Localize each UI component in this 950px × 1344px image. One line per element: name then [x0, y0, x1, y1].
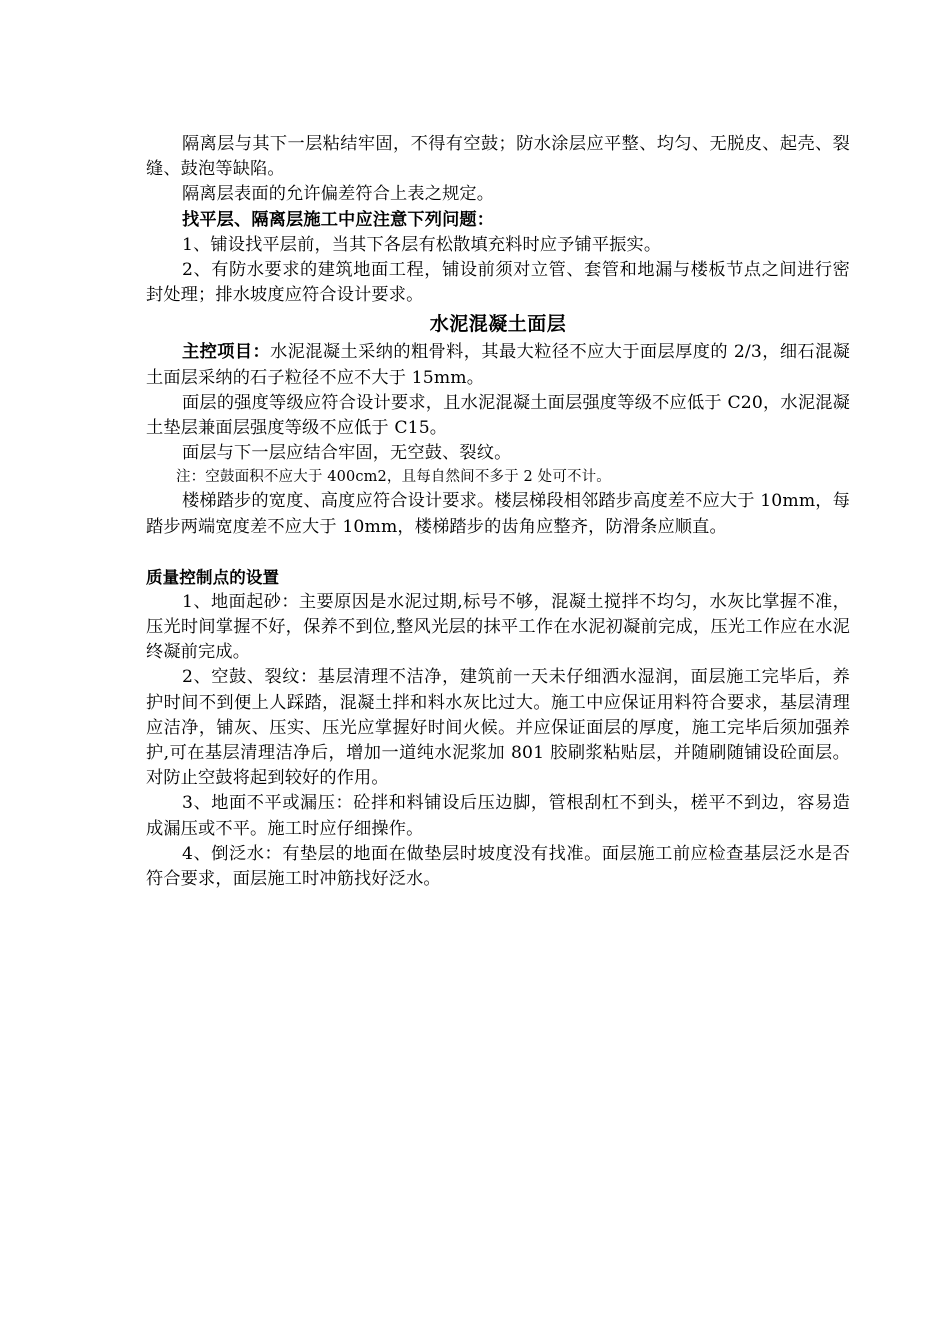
paragraph-main-control	[146, 340, 850, 390]
paragraph-stairs: 楼梯踏步的宽度、高度应符合设计要求。楼层梯段相邻踏步高度差不应大于 10mm，每踏步两端宽度差不应大于 10mm，楼梯踏步的齿角应整齐，防滑条应顺直。	[146, 491, 850, 537]
paragraph-strength-grade: 面层的强度等级应符合设计要求，且水泥混凝土面层强度等级不应低于 C20，水泥混凝土垫层兼面层强度等级不应低于 C15。	[146, 392, 850, 439]
list-item-quality-1: 1、地面起砂：主要原因是水泥过期,标号不够，混凝土搅拌不均匀，水灰比掌握不准，压光时间掌握不好，保养不到位,整风光层的抹平工作在水泥初凝前完成，压光工作应在水泥终凝前完成。	[146, 591, 850, 663]
section-title-cement-concrete: 水泥混凝土面层	[429, 313, 567, 336]
heading-quality-control-points: 质量控制点的设置	[146, 567, 280, 587]
list-item-quality-4: 4、倒泛水：有垫层的地面在做垫层时坡度没有找准。面层施工前应检查基层泛水是否符合要求，面层施工时冲筋找好泛水。	[146, 843, 850, 890]
paragraph-isolation-deviation: 隔离层表面的允许偏差符合上表之规定。	[182, 184, 495, 205]
list-item-quality-2: 2、空鼓、裂纹：基层清理不洁净，建筑前一天未仔细洒水湿润，面层施工完毕后，养护时间不到便上人踩踏，混凝土拌和料水灰比过大。施工中应保证用料符合要求，基层清理应洁净，铺灰、压实、压光应掌握好时间火候。并应保证面层的厚度，施工完毕后须加强养护,可在基层清理洁净后，增加一道纯水泥浆加 801 胶刷浆粘贴层，并随刷随铺设砼面层。对防止空鼓将起到较好的作用。	[146, 667, 850, 789]
list-item-leveling-2: 2、有防水要求的建筑地面工程，铺设前须对立管、套管和地漏与楼板节点之间进行密封处理；排水坡度应符合设计要求。	[146, 260, 850, 306]
paragraph-bond-requirement: 面层与下一层应结合牢固，无空鼓、裂纹。	[182, 443, 512, 464]
note-hollow-area: 注：空鼓面积不应大于 400cm2，且每自然间不多于 2 处可不计。	[176, 469, 611, 486]
main-control-text: 水泥混凝土采纳的粗骨料，其最大粒径不应大于面层厚度的 2/3，细石混凝土面层采纳的石子粒径不应不大于 15mm。	[146, 342, 850, 388]
list-item-leveling-1: 1、铺设找平层前，当其下各层有松散填充料时应予铺平振实。	[182, 234, 662, 255]
paragraph-isolation-bond: 隔离层与其下一层粘结牢固，不得有空鼓；防水涂层应平整、均匀、无脱皮、起壳、裂缝、鼓泡等缺陷。	[146, 134, 850, 180]
main-control-label: 主控项目：	[182, 342, 271, 363]
list-item-quality-3: 3、地面不平或漏压：砼拌和料铺设后压边脚，管根刮杠不到头，槎平不到边，容易造成漏压或不平。施工时应仔细操作。	[146, 793, 850, 839]
heading-leveling-notes: 找平层、隔离层施工中应注意下列问题：	[182, 209, 495, 230]
blank-line	[146, 540, 850, 565]
document-page	[146, 132, 850, 892]
